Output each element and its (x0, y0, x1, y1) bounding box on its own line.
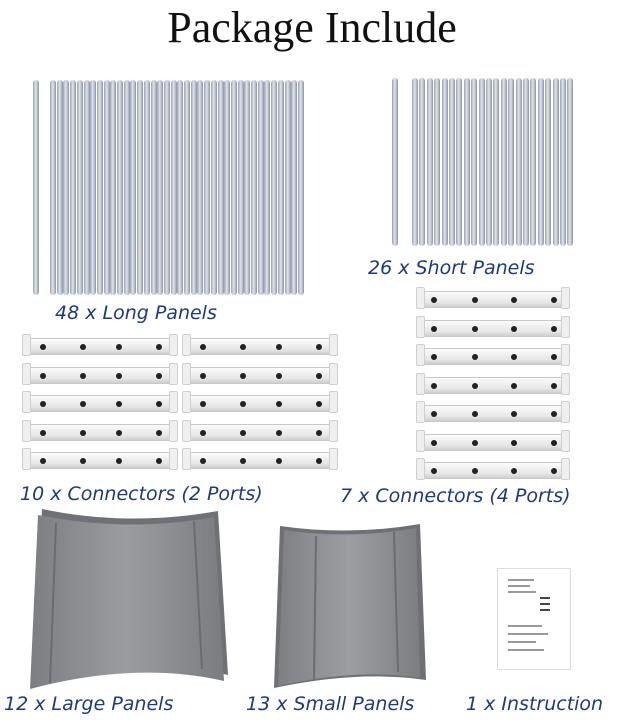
connector-port (551, 354, 557, 360)
panel-rod (412, 78, 418, 246)
panel-rod (456, 78, 462, 246)
panel-rod (501, 78, 507, 246)
connector (418, 291, 568, 308)
panel-rod (486, 78, 492, 246)
connector-port (316, 344, 322, 350)
connector-port (431, 383, 437, 389)
panel-rod (244, 80, 250, 295)
panel-rod (97, 80, 103, 295)
panel-rod (271, 80, 277, 295)
panel-rod (184, 80, 190, 295)
panel-rod (258, 80, 264, 295)
panel-rod (449, 78, 455, 246)
panel-rod (164, 80, 170, 295)
panel-rod (231, 80, 237, 295)
connector-port (116, 344, 122, 350)
panel-rod (144, 80, 150, 295)
panel-rod (530, 78, 536, 246)
panel-rod (479, 78, 485, 246)
connector-port (116, 373, 122, 379)
connector-port (431, 411, 437, 417)
connector-port (240, 401, 246, 407)
connector-port (80, 430, 86, 436)
connector-port (80, 458, 86, 464)
panel-rod (392, 78, 398, 246)
connector (24, 452, 176, 469)
connector-port (40, 401, 46, 407)
connector (184, 338, 336, 355)
connector-port (80, 344, 86, 350)
connector-port (116, 458, 122, 464)
instruction-sheet-image (497, 568, 571, 670)
connector-port (276, 344, 282, 350)
connector-port (472, 326, 478, 332)
panel-rod (298, 80, 304, 295)
connector-port (511, 297, 517, 303)
connector-port (276, 373, 282, 379)
connector-port (240, 458, 246, 464)
panel-rod (137, 80, 143, 295)
panel-rod (508, 78, 514, 246)
panel-rod (516, 78, 522, 246)
connector (24, 395, 176, 412)
panel-rod (77, 80, 83, 295)
connector-port (200, 430, 206, 436)
connector-port (156, 430, 162, 436)
connector (418, 377, 568, 394)
connector-port (472, 411, 478, 417)
panel-rod (538, 78, 544, 246)
panel-rod (224, 80, 230, 295)
panel-rod (553, 78, 559, 246)
connector-port (431, 297, 437, 303)
panel-rod (218, 80, 224, 295)
connector (184, 424, 336, 441)
connector-port (40, 458, 46, 464)
connector-port (511, 326, 517, 332)
connector-port (472, 440, 478, 446)
panel-rod (434, 78, 440, 246)
connector-port (431, 468, 437, 474)
connector (24, 424, 176, 441)
panel-rod (471, 78, 477, 246)
panel-rod (151, 80, 157, 295)
connector-port (511, 440, 517, 446)
panel-rod (560, 78, 566, 246)
connector-port (276, 401, 282, 407)
connector-port (240, 373, 246, 379)
connector-port (40, 430, 46, 436)
panel-rod (567, 78, 573, 246)
panel-rod (104, 80, 110, 295)
panel-rod (157, 80, 163, 295)
panel-rod (464, 78, 470, 246)
connector-port (551, 326, 557, 332)
connector-port (472, 354, 478, 360)
connector-port (276, 430, 282, 436)
panel-rod (419, 78, 425, 246)
panel-rod (50, 80, 56, 295)
connector-port (472, 468, 478, 474)
connector-port (116, 430, 122, 436)
panel-rod (264, 80, 270, 295)
connector (184, 395, 336, 412)
connector (24, 338, 176, 355)
panel-rod (291, 80, 297, 295)
connector-port (80, 401, 86, 407)
instruction-label: 1 x Instruction (466, 693, 604, 715)
panel-rod (204, 80, 210, 295)
panel-rod (427, 78, 433, 246)
panel-rod (70, 80, 76, 295)
connector-port (156, 344, 162, 350)
connector-port (316, 401, 322, 407)
connector (418, 405, 568, 422)
panel-rod (110, 80, 116, 295)
panel-rod (197, 80, 203, 295)
connector-port (200, 373, 206, 379)
connector-port (40, 373, 46, 379)
panel-rod (90, 80, 96, 295)
connector (184, 452, 336, 469)
connector-port (200, 458, 206, 464)
connector (418, 434, 568, 451)
connector-port (431, 440, 437, 446)
connector (418, 462, 568, 479)
panel-rod (545, 78, 551, 246)
connector-port (240, 344, 246, 350)
large-panels-image (28, 505, 233, 691)
connector-port (511, 411, 517, 417)
panel-rod (493, 78, 499, 246)
panel-rod (130, 80, 136, 295)
connector-port (431, 326, 437, 332)
connector (418, 348, 568, 365)
panel-rod (191, 80, 197, 295)
connector-port (431, 354, 437, 360)
connector-port (316, 458, 322, 464)
connector-port (511, 468, 517, 474)
page-title: Package Include (167, 3, 457, 52)
connector-port (156, 401, 162, 407)
panel-rod (117, 80, 123, 295)
connector (24, 367, 176, 384)
connector-port (511, 383, 517, 389)
panel-rod (124, 80, 130, 295)
connector-port (511, 354, 517, 360)
connector-port (551, 411, 557, 417)
panel-rod (177, 80, 183, 295)
panel-rod (211, 80, 217, 295)
panel-rod (251, 80, 257, 295)
connector-port (316, 430, 322, 436)
panel-rod (523, 78, 529, 246)
connector (418, 320, 568, 337)
connector-port (551, 468, 557, 474)
short-panels-label: 26 x Short Panels (368, 257, 535, 279)
connectors-4-ports-label: 7 x Connectors (4 Ports) (340, 485, 571, 507)
panel-rod (171, 80, 177, 295)
connectors-2-ports-label: 10 x Connectors (2 Ports) (20, 483, 263, 505)
connector-port (276, 458, 282, 464)
large-panels-label: 12 x Large Panels (4, 693, 174, 715)
connector-port (240, 430, 246, 436)
connector-port (156, 458, 162, 464)
panel-rod (278, 80, 284, 295)
connector-port (316, 373, 322, 379)
connector-port (551, 440, 557, 446)
connector-port (200, 344, 206, 350)
panel-rod (33, 80, 39, 295)
connector (184, 367, 336, 384)
connector-port (551, 297, 557, 303)
connector-port (116, 401, 122, 407)
panel-rod (442, 78, 448, 246)
small-panels-image (270, 520, 430, 690)
connector-port (472, 383, 478, 389)
long-panels-label: 48 x Long Panels (55, 302, 217, 324)
connector-port (156, 373, 162, 379)
panel-rod (63, 80, 69, 295)
panel-rod (238, 80, 244, 295)
connector-port (80, 373, 86, 379)
small-panels-label: 13 x Small Panels (246, 693, 415, 715)
panel-rod (285, 80, 291, 295)
panel-rod (57, 80, 63, 295)
connector-port (472, 297, 478, 303)
connector-port (40, 344, 46, 350)
panel-rod (84, 80, 90, 295)
connector-port (200, 401, 206, 407)
connector-port (551, 383, 557, 389)
